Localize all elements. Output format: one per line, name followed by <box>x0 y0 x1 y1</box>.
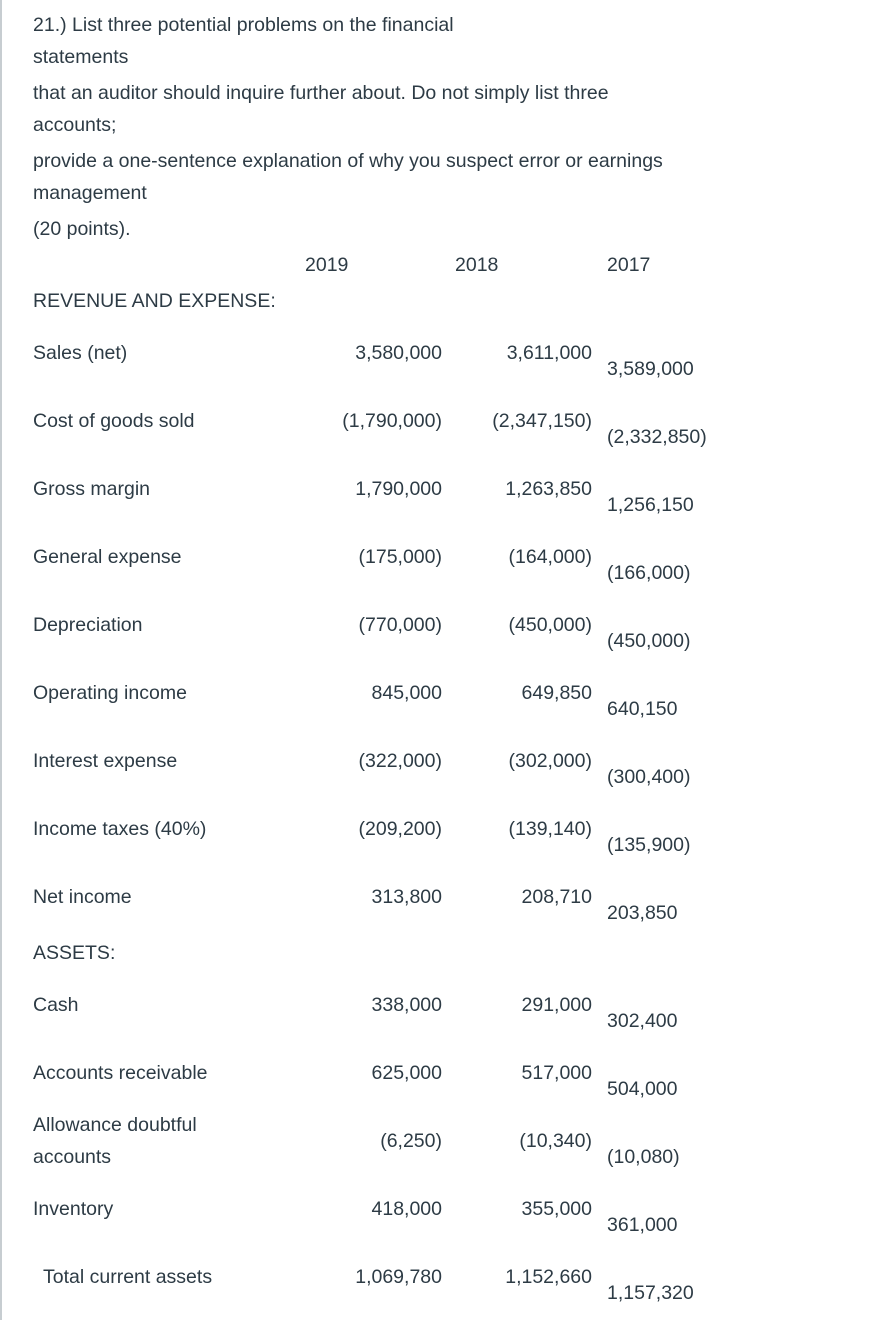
cogs-2019: (1,790,000) <box>342 410 442 432</box>
row-label-sales: Sales (net) <box>33 342 128 364</box>
sales-2018: 3,611,000 <box>506 342 592 364</box>
net-income-2017: 203,850 <box>607 902 678 924</box>
general-expense-2018: (164,000) <box>508 546 592 568</box>
inventory-2018: 355,000 <box>521 1198 592 1220</box>
row-label-allowance-line2: accounts <box>33 1146 112 1168</box>
cash-2018: 291,000 <box>521 994 592 1016</box>
income-taxes-2017: (135,900) <box>607 834 691 856</box>
depreciation-2018: (450,000) <box>508 614 592 636</box>
row-label-cash: Cash <box>33 994 79 1016</box>
gross-margin-2019: 1,790,000 <box>355 478 442 500</box>
depreciation-2017: (450,000) <box>607 630 691 652</box>
question-line-7: (20 points). <box>33 218 131 240</box>
year-header-2019: 2019 <box>305 254 349 276</box>
depreciation-2019: (770,000) <box>358 614 442 636</box>
operating-income-2018: 649,850 <box>521 682 592 704</box>
question-line-5: provide a one-sentence explanation of why you suspect error or earnings <box>33 150 663 172</box>
income-taxes-2018: (139,140) <box>508 818 592 840</box>
question-line-3: that an auditor should inquire further about. Do not simply list three <box>33 82 609 104</box>
inventory-2019: 418,000 <box>371 1198 442 1220</box>
sales-2017: 3,589,000 <box>607 358 694 380</box>
row-label-gross-margin: Gross margin <box>33 478 151 500</box>
row-label-inventory: Inventory <box>33 1198 114 1220</box>
accounts-receivable-2018: 517,000 <box>521 1062 592 1084</box>
row-label-income-taxes: Income taxes (40%) <box>33 818 207 840</box>
general-expense-2019: (175,000) <box>358 546 442 568</box>
row-label-cogs: Cost of goods sold <box>33 410 195 432</box>
income-taxes-2019: (209,200) <box>358 818 442 840</box>
section-assets: ASSETS: <box>33 942 116 964</box>
net-income-2018: 208,710 <box>521 886 592 908</box>
total-current-assets-2019: 1,069,780 <box>355 1266 442 1288</box>
question-line-4: accounts; <box>33 114 117 136</box>
allowance-2017: (10,080) <box>607 1146 680 1168</box>
year-header-2018: 2018 <box>455 254 499 276</box>
gross-margin-2018: 1,263,850 <box>505 478 592 500</box>
cogs-2017: (2,332,850) <box>607 426 707 448</box>
question-line-6: management <box>33 182 147 204</box>
accounts-receivable-2017: 504,000 <box>607 1078 678 1100</box>
total-current-assets-2018: 1,152,660 <box>505 1266 592 1288</box>
section-revenue-expense: REVENUE AND EXPENSE: <box>33 290 276 312</box>
net-income-2019: 313,800 <box>371 886 442 908</box>
row-label-depreciation: Depreciation <box>33 614 143 636</box>
question-line-1: 21.) List three potential problems on the financial <box>33 14 454 36</box>
inventory-2017: 361,000 <box>607 1214 678 1236</box>
allowance-2019: (6,250) <box>380 1130 442 1152</box>
total-current-assets-2017: 1,157,320 <box>607 1282 694 1304</box>
row-label-operating-income: Operating income <box>33 682 187 704</box>
sales-2019: 3,580,000 <box>355 342 442 364</box>
row-label-interest-expense: Interest expense <box>33 750 178 772</box>
question-line-2: statements <box>33 46 129 68</box>
cogs-2018: (2,347,150) <box>492 410 592 432</box>
row-label-allowance-line1: Allowance doubtful <box>33 1114 197 1136</box>
interest-expense-2018: (302,000) <box>508 750 592 772</box>
year-header-2017: 2017 <box>607 254 651 276</box>
row-label-total-current-assets: Total current assets <box>43 1266 213 1288</box>
interest-expense-2017: (300,400) <box>607 766 691 788</box>
general-expense-2017: (166,000) <box>607 562 691 584</box>
cash-2017: 302,400 <box>607 1010 678 1032</box>
gross-margin-2017: 1,256,150 <box>607 494 694 516</box>
row-label-accounts-receivable: Accounts receivable <box>33 1062 208 1084</box>
operating-income-2019: 845,000 <box>371 682 442 704</box>
cash-2019: 338,000 <box>371 994 442 1016</box>
accounts-receivable-2019: 625,000 <box>371 1062 442 1084</box>
row-label-general-expense: General expense <box>33 546 182 568</box>
row-label-net-income: Net income <box>33 886 132 908</box>
operating-income-2017: 640,150 <box>607 698 678 720</box>
allowance-2018: (10,340) <box>519 1130 592 1152</box>
interest-expense-2019: (322,000) <box>358 750 442 772</box>
